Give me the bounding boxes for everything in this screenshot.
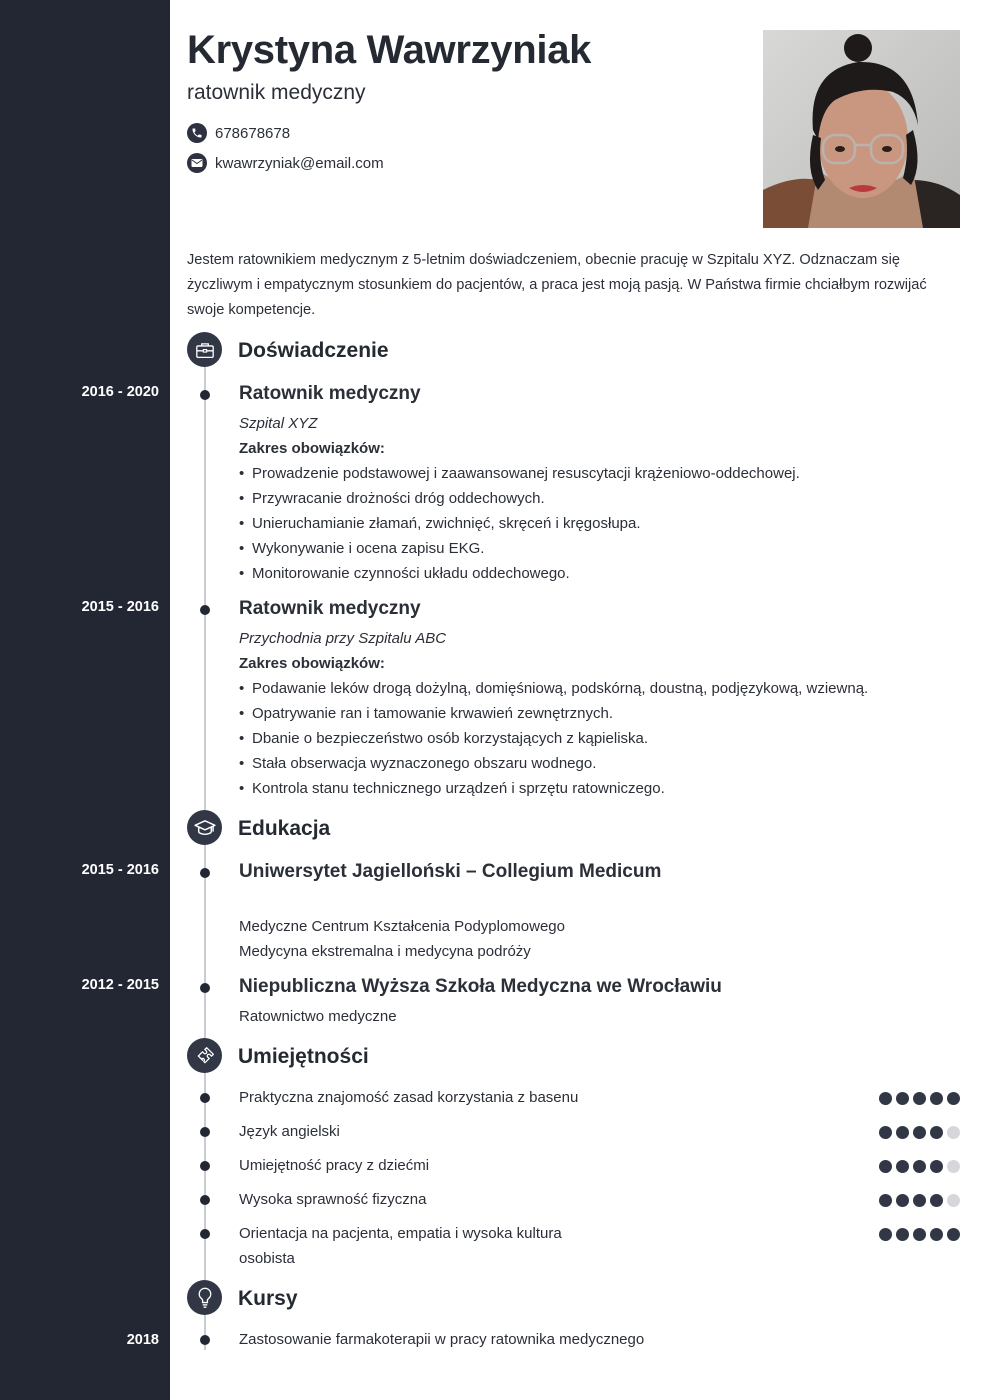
rating-dot-filled [879, 1126, 892, 1139]
list-item: • Prowadzenie podstawowej i zaawansowanej resuscytacji krążeniowo-oddechowej. [239, 461, 800, 486]
timeline-dot [200, 1335, 210, 1345]
rating-dot-empty [947, 1194, 960, 1207]
list-item: • Opatrywanie ran i tamowanie krwawień zewnętrznych. [239, 701, 868, 726]
timeline-dot [200, 605, 210, 615]
list-item: • Podawanie leków drogą dożylną, domięśniową, podskórną, doustną, podjęzykową, wziewną. [239, 676, 868, 701]
skills-heading: Umiejętności [238, 1045, 369, 1068]
skill-name: Praktyczna znajomość zasad korzystania z basenu [239, 1089, 579, 1106]
duties-list [239, 461, 800, 586]
rating-dot-filled [913, 1160, 926, 1173]
timeline-dot [200, 1127, 210, 1137]
profile-summary: Jestem ratownikiem medycznym z 5-letnim doświadczeniem, obecnie pracuję w Szpitalu XYZ. Odznaczam się życzliwym i empatycznym stosunkiem do pacjentów, a praca jest moją pasją. W Państwa firmie chciałbym rozwijać swoje kompetencje. [187, 252, 927, 318]
skill-rating [879, 1228, 960, 1241]
contact-email [187, 152, 384, 174]
rating-dot-filled [930, 1126, 943, 1139]
job-employer: Przychodnia przy Szpitalu ABC [239, 630, 447, 647]
education-dates: 2012 - 2015 [81, 977, 159, 993]
job-dates: 2015 - 2016 [81, 599, 159, 615]
phone-icon [187, 123, 207, 143]
rating-dot-filled [930, 1228, 943, 1241]
job-title: Ratownik medyczny [239, 383, 421, 404]
rating-dot-filled [947, 1092, 960, 1105]
rating-dot-filled [947, 1228, 960, 1241]
phone-number: 678678678 [215, 124, 291, 142]
skill-rating [879, 1160, 960, 1173]
lightbulb-icon [187, 1280, 222, 1315]
timeline-dot [200, 983, 210, 993]
candidate-job-title: ratownik medyczny [187, 81, 366, 104]
duties-label: Zakres obowiązków: [239, 655, 385, 672]
graduation-cap-icon [187, 810, 222, 845]
rating-dot-filled [896, 1092, 909, 1105]
course-name: Zastosowanie farmakoterapii w pracy ratownika medycznego [239, 1331, 645, 1348]
job-employer: Szpital XYZ [239, 415, 318, 432]
rating-dot-filled [913, 1194, 926, 1207]
skill-name: Orientacja na pacjenta, empatia i wysoka kultura osobista [239, 1225, 562, 1267]
list-item: • Stała obserwacja wyznaczonego obszaru wodnego. [239, 751, 868, 776]
rating-dot-filled [879, 1092, 892, 1105]
envelope-icon [187, 153, 207, 173]
course-year: 2018 [126, 1332, 159, 1348]
rating-dot-filled [896, 1228, 909, 1241]
skill-name: Wysoka sprawność fizyczna [239, 1191, 427, 1208]
candidate-name: Krystyna Wawrzyniak [187, 28, 592, 72]
skill-name: Umiejętność pracy z dziećmi [239, 1157, 430, 1174]
profile-photo [763, 30, 960, 228]
timeline-dot [200, 1229, 210, 1239]
rating-dot-empty [947, 1126, 960, 1139]
email-address: kwawrzyniak@email.com [215, 154, 384, 172]
list-item: • Przywracanie drożności dróg oddechowych. [239, 486, 800, 511]
rating-dot-filled [930, 1160, 943, 1173]
school-name: Niepubliczna Wyższa Szkoła Medyczna we Wrocławiu [239, 976, 722, 997]
duties-list [239, 676, 868, 801]
job-title: Ratownik medyczny [239, 598, 421, 619]
experience-heading: Doświadczenie [238, 339, 389, 362]
skill-name: Język angielski [239, 1123, 340, 1140]
list-item: • Unieruchamianie złamań, zwichnięć, skręceń i kręgosłupa. [239, 511, 800, 536]
skill-rating [879, 1194, 960, 1207]
duties-label: Zakres obowiązków: [239, 440, 385, 457]
rating-dot-filled [913, 1092, 926, 1105]
rating-dot-filled [896, 1126, 909, 1139]
puzzle-icon [187, 1038, 222, 1073]
education-heading: Edukacja [238, 817, 331, 840]
courses-heading: Kursy [238, 1287, 298, 1310]
list-item: • Kontrola stanu technicznego urządzeń i sprzętu ratowniczego. [239, 776, 868, 801]
job-dates: 2016 - 2020 [81, 384, 159, 400]
rating-dot-filled [879, 1160, 892, 1173]
timeline-dot [200, 1161, 210, 1171]
rating-dot-empty [947, 1160, 960, 1173]
left-sidebar [0, 0, 170, 1400]
rating-dot-filled [896, 1194, 909, 1207]
rating-dot-filled [930, 1194, 943, 1207]
contact-phone [187, 122, 290, 144]
list-item: • Dbanie o bezpieczeństwo osób korzystających z kąpieliska. [239, 726, 868, 751]
education-detail: Medycyna ekstremalna i medycyna podróży [239, 943, 531, 960]
education-detail: Ratownictwo medyczne [239, 1008, 397, 1025]
rating-dot-filled [879, 1194, 892, 1207]
timeline-dot [200, 1093, 210, 1103]
timeline-dot [200, 1195, 210, 1205]
skill-rating [879, 1092, 960, 1105]
timeline-dot [200, 868, 210, 878]
education-dates: 2015 - 2016 [81, 862, 159, 878]
rating-dot-filled [879, 1228, 892, 1241]
school-name: Uniwersytet Jagielloński – Collegium Medicum [239, 861, 662, 882]
rating-dot-filled [913, 1228, 926, 1241]
skill-rating [879, 1126, 960, 1139]
list-item: • Wykonywanie i ocena zapisu EKG. [239, 536, 800, 561]
rating-dot-filled [930, 1092, 943, 1105]
rating-dot-filled [913, 1126, 926, 1139]
education-detail: Medyczne Centrum Kształcenia Podyplomowego [239, 918, 565, 935]
list-item: • Monitorowanie czynności układu oddechowego. [239, 561, 800, 586]
briefcase-icon [187, 332, 222, 367]
timeline-dot [200, 390, 210, 400]
rating-dot-filled [896, 1160, 909, 1173]
